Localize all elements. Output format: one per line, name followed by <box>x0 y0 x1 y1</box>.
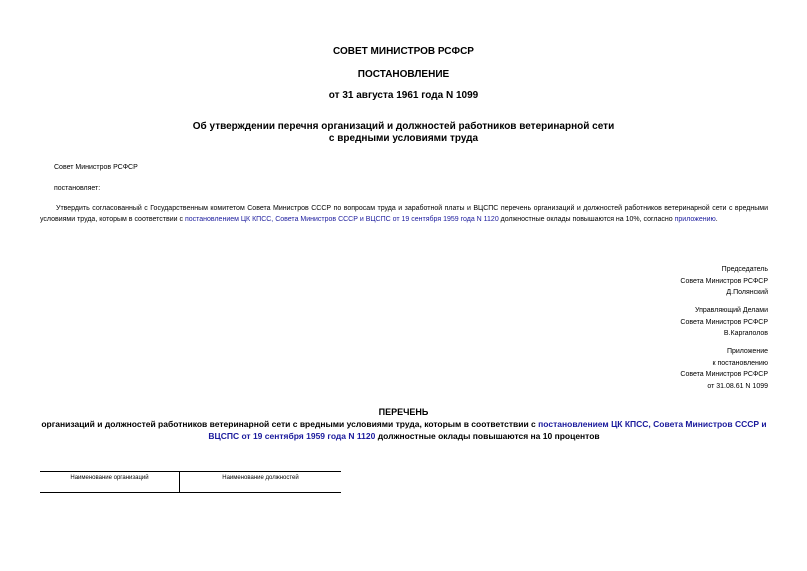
appendix-line2: к постановлению <box>712 359 768 367</box>
manager-name: В.Каргаполов <box>723 330 768 337</box>
chair-signature <box>680 264 768 299</box>
doc-title-line2: с вредными условиями труда <box>328 133 479 144</box>
appendix-line3: Совета Министров РСФСР <box>680 371 768 378</box>
appendix-line1: Приложение <box>726 348 768 355</box>
table-bottom-border <box>40 492 341 493</box>
appendix-note <box>680 346 768 392</box>
list-subtitle-start: организаций и должностей работников ветеринарной сети с вредными условиями труда, которым в соответствии с <box>41 419 539 429</box>
list-subtitle-end: должностные оклады повышаются на 10 процентов <box>375 431 600 441</box>
list-title: ПЕРЕЧЕНЬ <box>378 407 429 417</box>
chair-name: Д.Полянский <box>726 289 768 296</box>
intro-text: Совет Министров РСФСР <box>54 164 138 171</box>
doc-title <box>0 121 807 145</box>
table-header-positions: Наименование должностей <box>222 475 299 481</box>
issuer-heading: СОВЕТ МИНИСТРОВ РСФСР <box>333 46 474 57</box>
paragraph-text-start: Утвердить согласованный с Государственным комитетом Совета Министров СССР по вопросам труда и заработной платы и ВЦСПС перечень организаций и должностей работников ветеринарной сети с вредными условиями труда, которым в соответствии с <box>40 205 768 223</box>
manager-org: Совета Министров РСФСР <box>680 318 768 326</box>
table-header-organizations: Наименование организаций <box>70 475 149 481</box>
decree-paragraph <box>40 203 768 225</box>
manager-title: Управляющий Делами <box>694 307 768 314</box>
doc-title-line1: Об утверждении перечня организаций и должностей работников ветеринарной сети <box>192 121 615 132</box>
appendix-line4: от 31.08.61 N 1099 <box>707 382 768 390</box>
decree-1120-link[interactable]: постановлением ЦК КПСС, Совета Министров СССР и ВЦСПС от 19 сентября 1959 года N 1120 <box>184 216 499 223</box>
paragraph-text-end: . <box>715 216 718 223</box>
table-top-border <box>40 471 341 472</box>
doc-type-heading: ПОСТАНОВЛЕНИЕ <box>357 69 450 80</box>
list-subtitle <box>40 418 768 442</box>
appendix-link[interactable]: приложению <box>674 216 716 223</box>
chair-title: Председатель <box>721 266 768 273</box>
paragraph-text-mid: должностные оклады повышаются на 10%, согласно <box>498 216 675 223</box>
decides-text: постановляет: <box>54 185 101 192</box>
list-decree-link[interactable]: постановлением ЦК КПСС, Совета Министров СССР и ВЦСПС от 19 сентября 1959 года N 1120 <box>208 419 767 441</box>
chair-org: Совета Министров РСФСР <box>680 277 768 285</box>
manager-signature <box>680 305 768 340</box>
doc-date: от 31 августа 1961 года N 1099 <box>328 90 479 101</box>
